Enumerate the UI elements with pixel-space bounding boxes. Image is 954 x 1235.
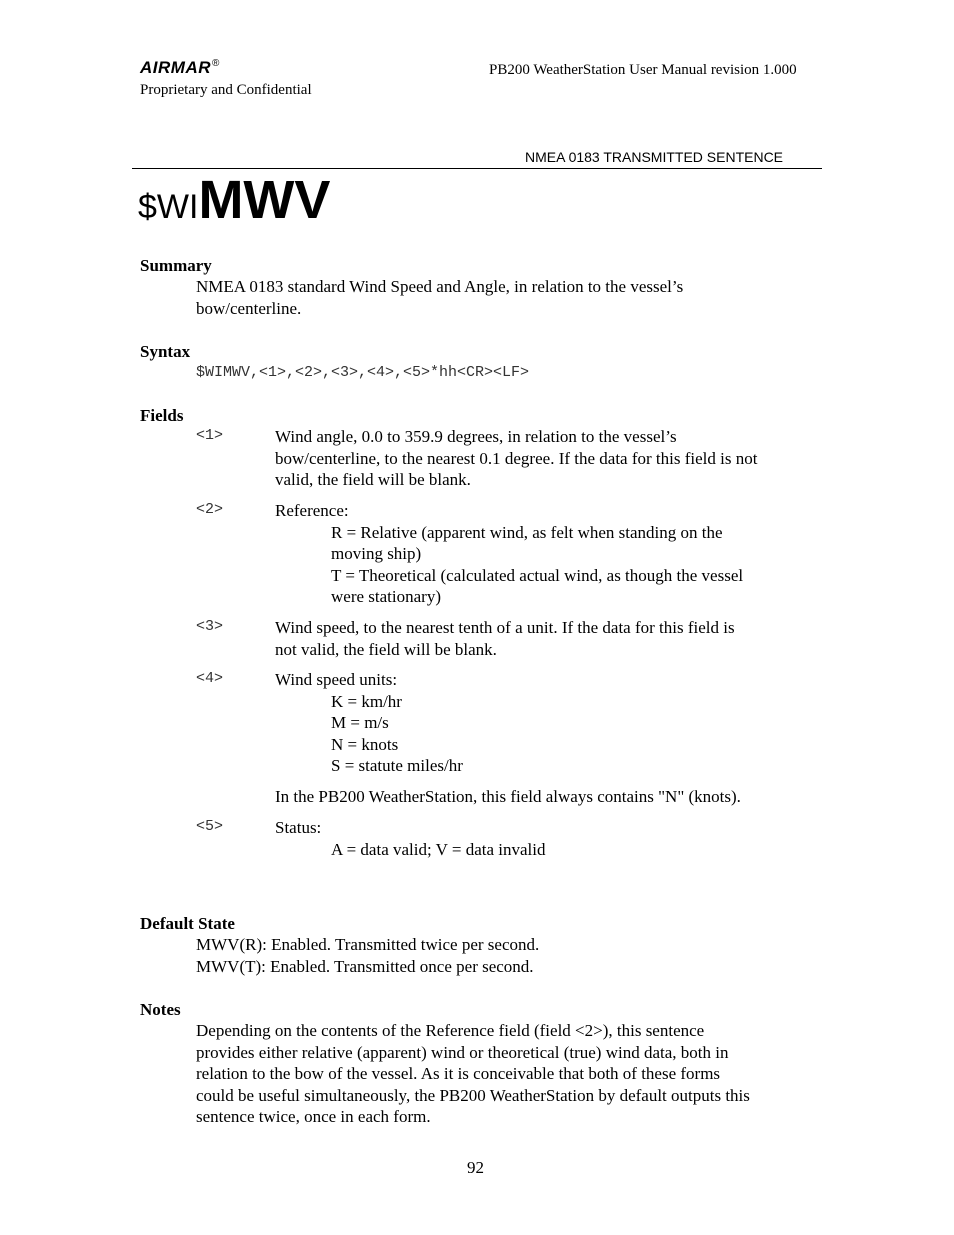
field-4-sub: K = km/hr	[331, 692, 402, 711]
header-rule	[132, 168, 822, 169]
syntax-heading: Syntax	[140, 342, 191, 361]
page-number: 92	[467, 1158, 484, 1177]
header-subtitle: Proprietary and Confidential	[140, 82, 312, 98]
manual-title: PB200 WeatherStation User Manual revision 1.000	[489, 62, 797, 78]
field-1-line: valid, the field will be blank.	[275, 470, 471, 489]
fields-heading: Fields	[140, 406, 184, 425]
field-tag-4: <4>	[196, 670, 224, 687]
notes-heading: Notes	[140, 1000, 181, 1019]
notes-line: provides either relative (apparent) wind or theoretical (true) wind data, both in	[196, 1043, 729, 1062]
field-3-line: Wind speed, to the nearest tenth of a unit. If the data for this field is	[275, 618, 735, 637]
field-2-sub: moving ship)	[331, 544, 422, 563]
title-prefix: $WI	[138, 188, 199, 226]
notes-line: Depending on the contents of the Reference field (field <2>), this sentence	[196, 1021, 705, 1040]
field-tag-1: <1>	[196, 427, 224, 444]
field-5-label: Status:	[275, 818, 322, 837]
field-4-sub: N = knots	[331, 735, 399, 754]
brand-name: AIRMAR	[140, 58, 211, 77]
title-main: MWV	[198, 170, 331, 230]
field-3-line: not valid, the field will be blank.	[275, 640, 497, 659]
field-4-sub: M = m/s	[331, 713, 389, 732]
default-state-line: MWV(T): Enabled. Transmitted once per second.	[196, 957, 534, 976]
field-1-line: bow/centerline, to the nearest 0.1 degree. If the data for this field is not	[275, 449, 758, 468]
summary-line: NMEA 0183 standard Wind Speed and Angle, in relation to the vessel’s	[196, 277, 684, 296]
field-tag-5: <5>	[196, 818, 224, 835]
page-title	[138, 170, 330, 244]
notes-line: could be useful simultaneously, the PB200 WeatherStation by default outputs this	[196, 1086, 750, 1105]
field-5-sub: A = data valid; V = data invalid	[331, 840, 546, 859]
default-state-line: MWV(R): Enabled. Transmitted twice per second.	[196, 935, 540, 954]
section-label: NMEA 0183 TRANSMITTED SENTENCE	[525, 149, 784, 165]
summary-heading: Summary	[140, 256, 212, 275]
field-4-sub: S = statute miles/hr	[331, 756, 463, 775]
field-1-line: Wind angle, 0.0 to 359.9 degrees, in relation to the vessel’s	[275, 427, 677, 446]
notes-line: relation to the bow of the vessel. As it is conceivable that both of these forms	[196, 1064, 721, 1083]
field-tag-2: <2>	[196, 501, 224, 518]
field-2-sub: were stationary)	[331, 587, 441, 606]
syntax-code: $WIMWV,<1>,<2>,<3>,<4>,<5>*hh<CR><LF>	[196, 364, 530, 381]
summary-line: bow/centerline.	[196, 299, 302, 318]
notes-line: sentence twice, once in each form.	[196, 1107, 431, 1126]
brand-logo	[140, 58, 220, 78]
field-4-label: Wind speed units:	[275, 670, 398, 689]
field-4-note: In the PB200 WeatherStation, this field always contains "N" (knots).	[275, 787, 741, 806]
field-2-label: Reference:	[275, 501, 349, 520]
registered-mark: ®	[212, 58, 220, 70]
field-2-sub: R = Relative (apparent wind, as felt when standing on the	[331, 523, 723, 542]
field-2-sub: T = Theoretical (calculated actual wind, as though the vessel	[331, 566, 744, 585]
field-tag-3: <3>	[196, 618, 224, 635]
default-state-heading: Default State	[140, 914, 235, 933]
